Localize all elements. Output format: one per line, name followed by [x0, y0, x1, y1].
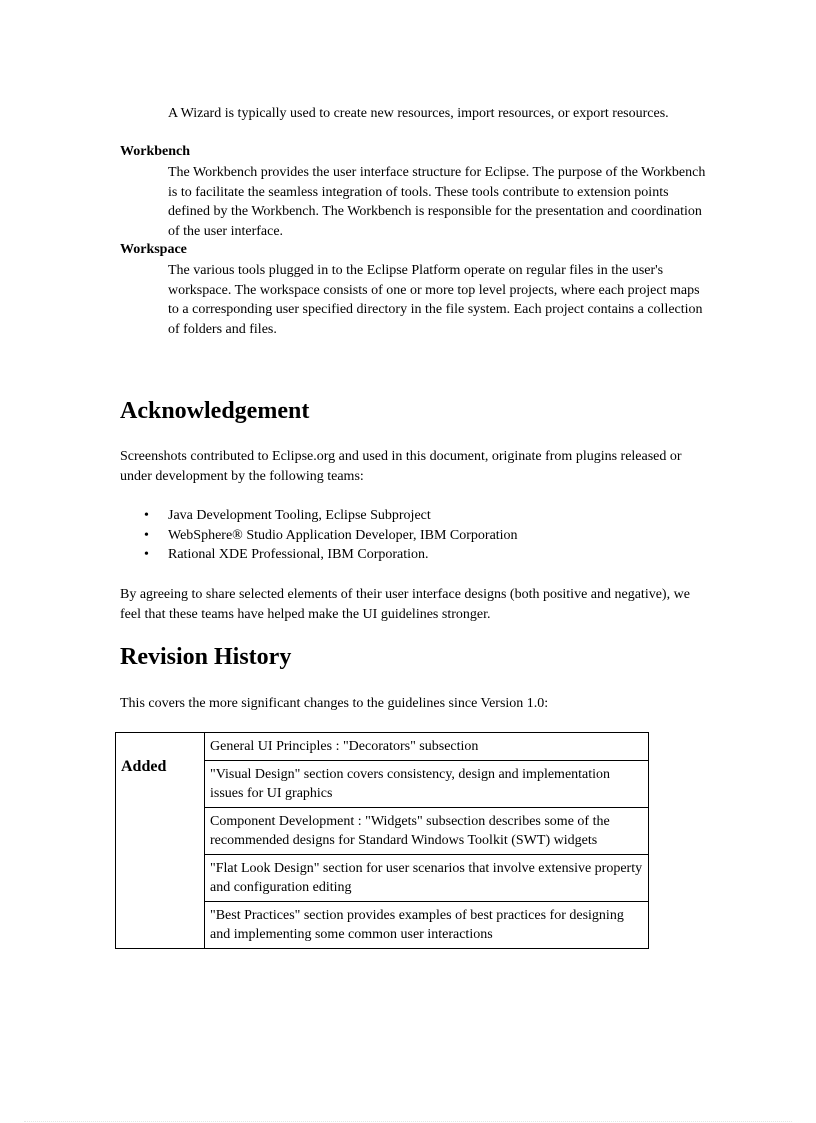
revision-history-heading: Revision History: [120, 644, 292, 670]
glossary-term-workspace: Workspace: [120, 242, 187, 257]
table-cell: Component Development : "Widgets" subsection describes some of the recommended designs for Standard Windows Toolkit (SWT) widgets: [205, 807, 649, 854]
glossary-definition-workspace: The various tools plugged in to the Eclipse Platform operate on regular files in the user's workspace. The workspace consists of one or more top level projects, where each project maps to a corresponding user specified directory in the file system. Each project contains a collection of folders and files.: [168, 263, 703, 337]
list-item: • Java Development Tooling, Eclipse Subproject: [120, 506, 518, 526]
list-item: • Rational XDE Professional, IBM Corporation.: [120, 545, 518, 565]
team-list: [120, 506, 518, 565]
added-label: Added: [116, 733, 205, 949]
table-cell: "Visual Design" section covers consistency, design and implementation issues for UI graphics: [205, 760, 649, 807]
acknowledgement-closing: By agreeing to share selected elements of their user interface designs (both positive and negative), we feel that these teams have helped make the UI guidelines stronger.: [120, 587, 690, 622]
page-bottom-rule: [24, 1121, 792, 1122]
glossary-term-workbench: Workbench: [120, 144, 191, 159]
revision-history-intro: This covers the more significant changes to the guidelines since Version 1.0:: [120, 696, 549, 711]
acknowledgement-heading: Acknowledgement: [120, 398, 310, 424]
list-item: • WebSphere® Studio Application Developer, IBM Corporation: [120, 526, 518, 546]
wizard-definition: A Wizard is typically used to create new resources, import resources, or export resources.: [168, 106, 669, 121]
glossary-definition-workbench: The Workbench provides the user interface structure for Eclipse. The purpose of the Workbench is to facilitate the seamless integration of tools. These tools contribute to extension points defined by the Workbench. The Workbench is responsible for the presentation and coordination of the user interface.: [168, 165, 706, 239]
acknowledgement-intro: Screenshots contributed to Eclipse.org and used in this document, originate from plugins released or under development by the following teams:: [120, 449, 682, 484]
table-row: [116, 733, 649, 761]
revision-table: [115, 732, 649, 949]
table-cell: "Flat Look Design" section for user scenarios that involve extensive property and configuration editing: [205, 854, 649, 901]
table-cell: "Best Practices" section provides examples of best practices for designing and implementing some common user interactions: [205, 901, 649, 948]
table-cell: General UI Principles : "Decorators" subsection: [205, 733, 649, 761]
